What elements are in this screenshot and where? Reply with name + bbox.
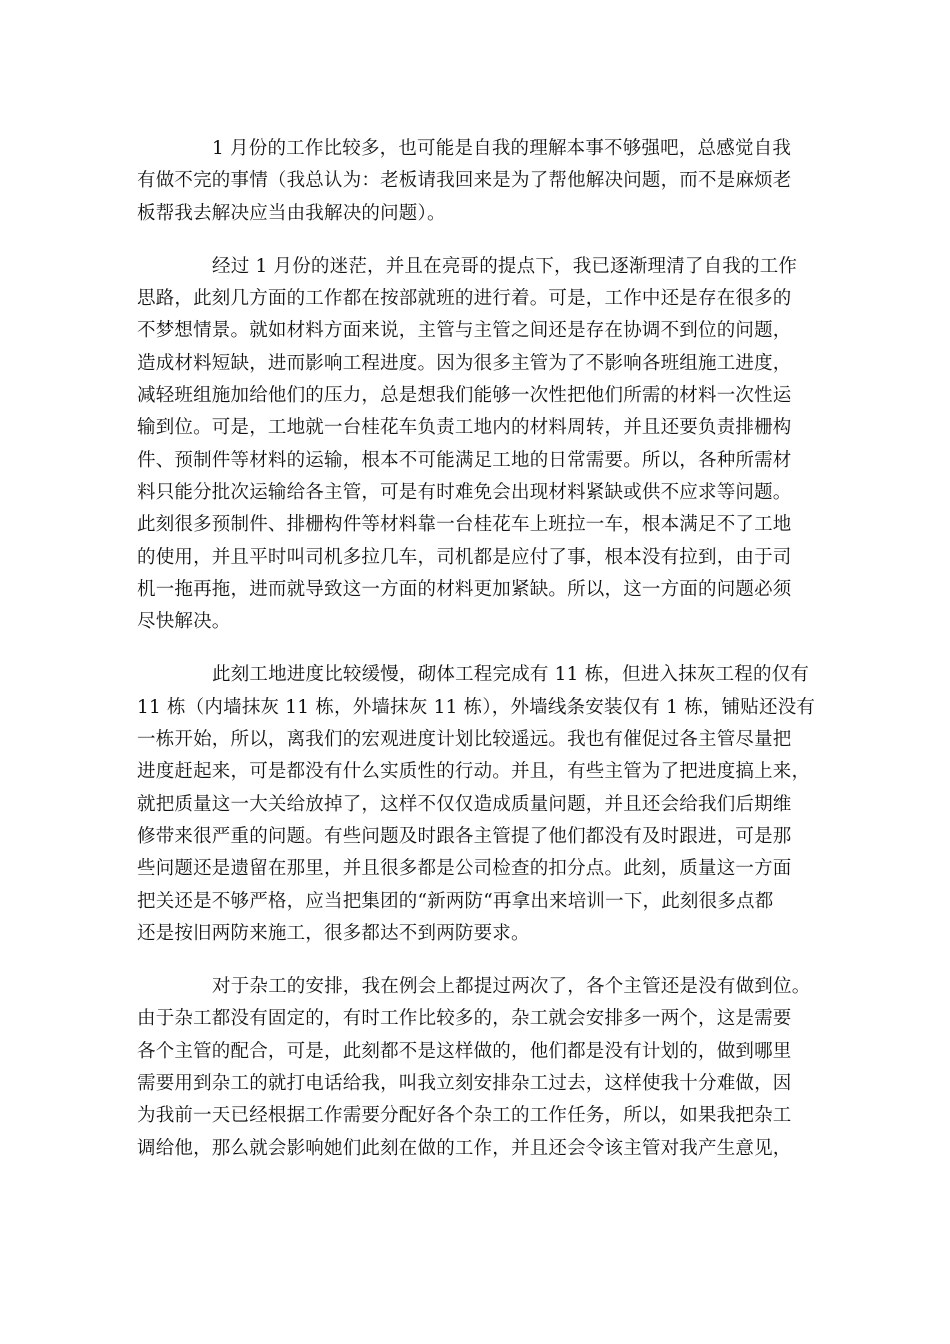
text-line: 料只能分批次运输给各主管，可是有时难免会出现材料紧缺或供不应求等问题。 xyxy=(137,481,792,503)
paragraph-4 xyxy=(137,971,827,1165)
text-line: 此刻很多预制件、排栅构件等材料靠一台桂花车上班拉一车，根本满足不了工地 xyxy=(137,514,792,536)
paragraph-2 xyxy=(137,251,827,639)
text-line: 对于杂工的安排，我在例会上都提过两次了，各个主管还是没有做到位。 xyxy=(212,976,811,998)
text-line: 的使用，并且平时叫司机多拉几车，司机都是应付了事，根本没有拉到，由于司 xyxy=(137,546,792,568)
text-line: 板帮我去解决应当由我解决的问题）。 xyxy=(137,202,446,224)
text-line: 把关还是不够严格，应当把集团的“新两防“再拿出来培训一下，此刻很多点都 xyxy=(137,890,774,912)
text-line: 不梦想情景。就如材料方面来说，主管与主管之间还是存在协调不到位的问题， xyxy=(137,320,792,342)
paragraph-3 xyxy=(137,659,827,950)
text-line: 调给他，那么就会影响她们此刻在做的工作，并且还会令该主管对我产生意见， xyxy=(137,1137,792,1159)
text-line: 有做不完的事情（我总认为：老板请我回来是为了帮他解决问题，而不是麻烦老 xyxy=(137,170,792,192)
text-line: 经过 1 月份的迷茫，并且在亮哥的提点下，我已逐渐理清了自我的工作 xyxy=(212,255,798,277)
text-line: 机一拖再拖，进而就导致这一方面的材料更加紧缺。所以，这一方面的问题必须 xyxy=(137,578,792,600)
text-line: 进度赶起来，可是都没有什么实质性的行动。并且，有些主管为了把进度搞上来， xyxy=(137,761,811,783)
text-line: 造成材料短缺，进而影响工程进度。因为很多主管为了不影响各班组施工进度， xyxy=(137,352,792,374)
text-line: 减轻班组施加给他们的压力，总是想我们能够一次性把他们所需的材料一次性运 xyxy=(137,385,792,407)
text-line: 件、预制件等材料的运输，根本不可能满足工地的日常需要。所以，各种所需材 xyxy=(137,449,792,471)
text-line: 修带来很严重的问题。有些问题及时跟各主管提了他们都没有及时跟进，可是那 xyxy=(137,825,792,847)
text-line: 为我前一天已经根据工作需要分配好各个杂工的工作任务，所以，如果我把杂工 xyxy=(137,1105,792,1127)
document-body xyxy=(137,133,827,1186)
text-line: 思路，此刻几方面的工作都在按部就班的进行着。可是，工作中还是存在很多的 xyxy=(137,288,792,310)
text-line: 输到位。可是，工地就一台桂花车负责工地内的材料周转，并且还要负责排栅构 xyxy=(137,417,792,439)
text-line: 尽快解决。 xyxy=(137,611,231,633)
paragraph-1 xyxy=(137,133,827,230)
text-line: 各个主管的配合，可是，此刻都不是这样做的，他们都是没有计划的，做到哪里 xyxy=(137,1040,792,1062)
text-line: 些问题还是遗留在那里，并且很多都是公司检查的扣分点。此刻，质量这一方面 xyxy=(137,858,792,880)
text-line: 一栋开始，所以，离我们的宏观进度计划比较遥远。我也有催促过各主管尽量把 xyxy=(137,729,792,751)
text-line: 还是按旧两防来施工，很多都达不到两防要求。 xyxy=(137,922,530,944)
text-line: 由于杂工都没有固定的，有时工作比较多的，杂工就会安排多一两个，这是需要 xyxy=(137,1008,792,1030)
text-line: 此刻工地进度比较缓慢，砌体工程完成有 11 栋，但进入抹灰工程的仅有 xyxy=(212,664,810,686)
text-line: 需要用到杂工的就打电话给我，叫我立刻安排杂工过去，这样使我十分难做，因 xyxy=(137,1073,792,1095)
text-line: 就把质量这一大关给放掉了，这样不仅仅造成质量问题，并且还会给我们后期维 xyxy=(137,793,792,815)
text-line: 1 月份的工作比较多，也可能是自我的理解本事不够强吧，总感觉自我 xyxy=(212,138,792,159)
text-line: 11 栋（内墙抹灰 11 栋，外墙抹灰 11 栋），外墙线条安装仅有 1 栋，铺贴还没有 xyxy=(137,696,816,718)
